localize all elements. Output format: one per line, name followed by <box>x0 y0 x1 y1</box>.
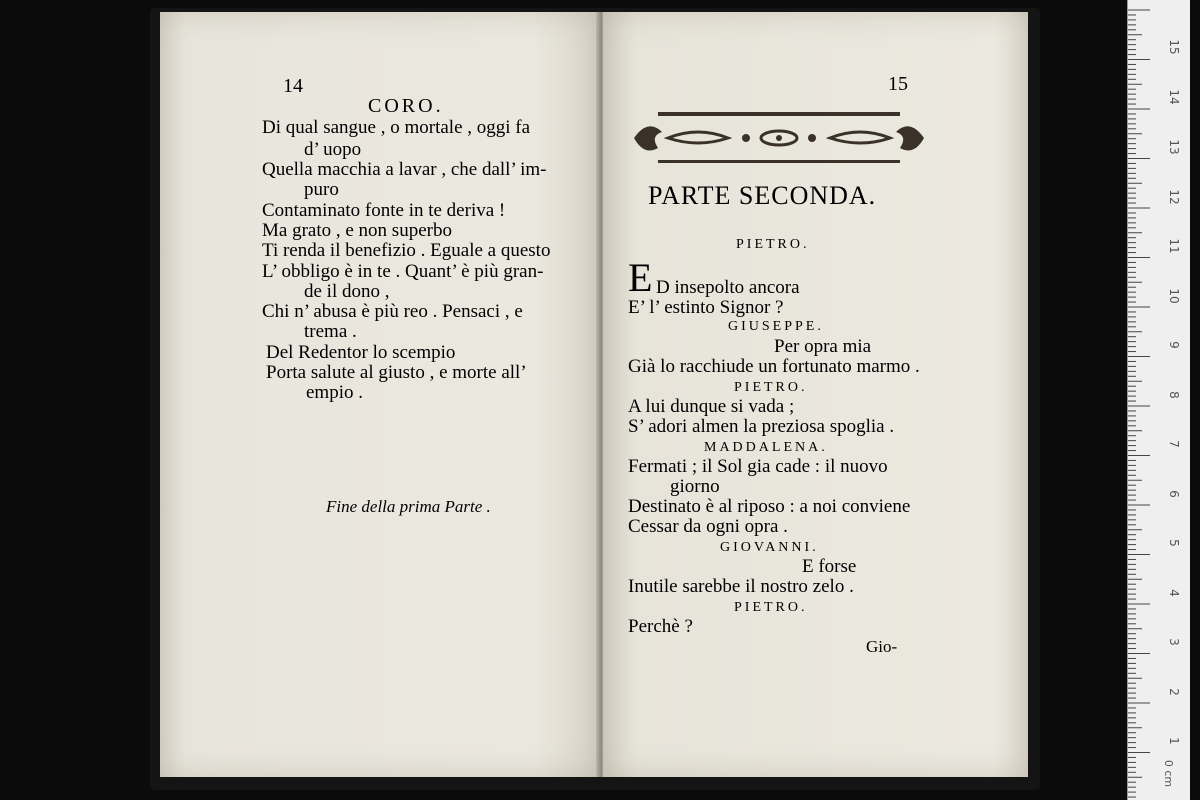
verse-line: Del Redentor lo scempio <box>266 342 456 363</box>
verse-line: Porta salute al giusto , e morte all’ <box>266 362 527 383</box>
dialogue-line: A lui dunque si vada ; <box>628 396 795 417</box>
dialogue-line: Cessar da ogni opra . <box>628 516 788 537</box>
ruler-mark: 7 <box>1167 440 1181 448</box>
speaker-name: PIETRO. <box>736 237 810 252</box>
ornamental-headpiece <box>628 108 930 170</box>
dialogue-line: Perchè ? <box>628 616 693 637</box>
dialogue-line: giorno <box>670 476 720 497</box>
verse-line: Ma grato , e non superbo <box>262 220 452 241</box>
ruler-mark: 2 <box>1167 688 1181 696</box>
catchword: Gio- <box>866 637 898 656</box>
end-of-part-note: Fine della prima Parte . <box>326 497 491 516</box>
verse-line: Quella macchia a lavar , che dall’ im- <box>262 159 547 180</box>
verse-line: de il dono , <box>304 281 390 302</box>
ruler-unit-label: 0 cm <box>1161 759 1175 788</box>
ruler-mark: 14 <box>1167 89 1181 105</box>
ruler-mark: 5 <box>1167 539 1181 547</box>
speaker-name: PIETRO. <box>734 380 808 395</box>
dialogue-line: Già lo racchiude un fortunato marmo . <box>628 356 920 377</box>
coro-heading: CORO. <box>368 95 444 117</box>
speaker-name: GIUSEPPE. <box>728 319 824 334</box>
dialogue-line: Fermati ; il Sol gia cade : il nuovo <box>628 456 888 477</box>
ruler-mark: 9 <box>1167 341 1181 349</box>
dialogue-line: Inutile sarebbe il nostro zelo . <box>628 576 854 597</box>
dialogue-line: E forse <box>802 556 857 577</box>
speaker-name: MADDALENA. <box>704 440 828 455</box>
verse-line: L’ obbligo è in te . Quant’ è più gran- <box>262 261 544 282</box>
measuring-ruler <box>1127 0 1190 800</box>
dialogue-line: E’ l’ estinto Signor ? <box>628 297 784 318</box>
ruler-mark: 6 <box>1167 490 1181 498</box>
verse-line: d’ uopo <box>304 139 362 160</box>
verse-line: Di qual sangue , o mortale , oggi fa <box>262 117 531 138</box>
ruler-mark: 13 <box>1167 139 1181 155</box>
ruler-mark: 3 <box>1167 638 1181 646</box>
verse-line: empio . <box>306 382 363 403</box>
ruler-mark: 4 <box>1167 589 1181 597</box>
right-page-number: 15 <box>888 73 908 95</box>
drop-capital: E <box>628 255 653 300</box>
ruler-mark: 11 <box>1167 238 1181 254</box>
ruler-mark: 1 <box>1167 737 1181 745</box>
dialogue-line: Destinato è al riposo : a noi conviene <box>628 496 911 517</box>
ruler-mark: 10 <box>1167 288 1181 304</box>
dialogue-line: Per opra mia <box>774 336 872 357</box>
verse-line: Chi n’ abusa è più reo . Pensaci , e <box>262 301 523 322</box>
part-title: PARTE SECONDA. <box>648 181 877 210</box>
verse-line: Contaminato fonte in te deriva ! <box>262 200 506 221</box>
verse-line: Ti renda il benefizio . Eguale a questo <box>262 240 551 261</box>
speaker-name: GIOVANNI. <box>720 540 819 555</box>
speaker-name: PIETRO. <box>734 600 808 615</box>
ruler-mark: 8 <box>1167 391 1181 399</box>
dialogue-line: D insepolto ancora <box>656 277 800 298</box>
verse-line: puro <box>304 179 339 200</box>
dialogue-line: S’ adori almen la preziosa spoglia . <box>628 416 895 437</box>
ruler-mark: 12 <box>1167 189 1181 205</box>
ruler-mark: 15 <box>1167 39 1181 55</box>
verse-line: trema . <box>304 321 357 342</box>
left-page-number: 14 <box>283 75 303 97</box>
